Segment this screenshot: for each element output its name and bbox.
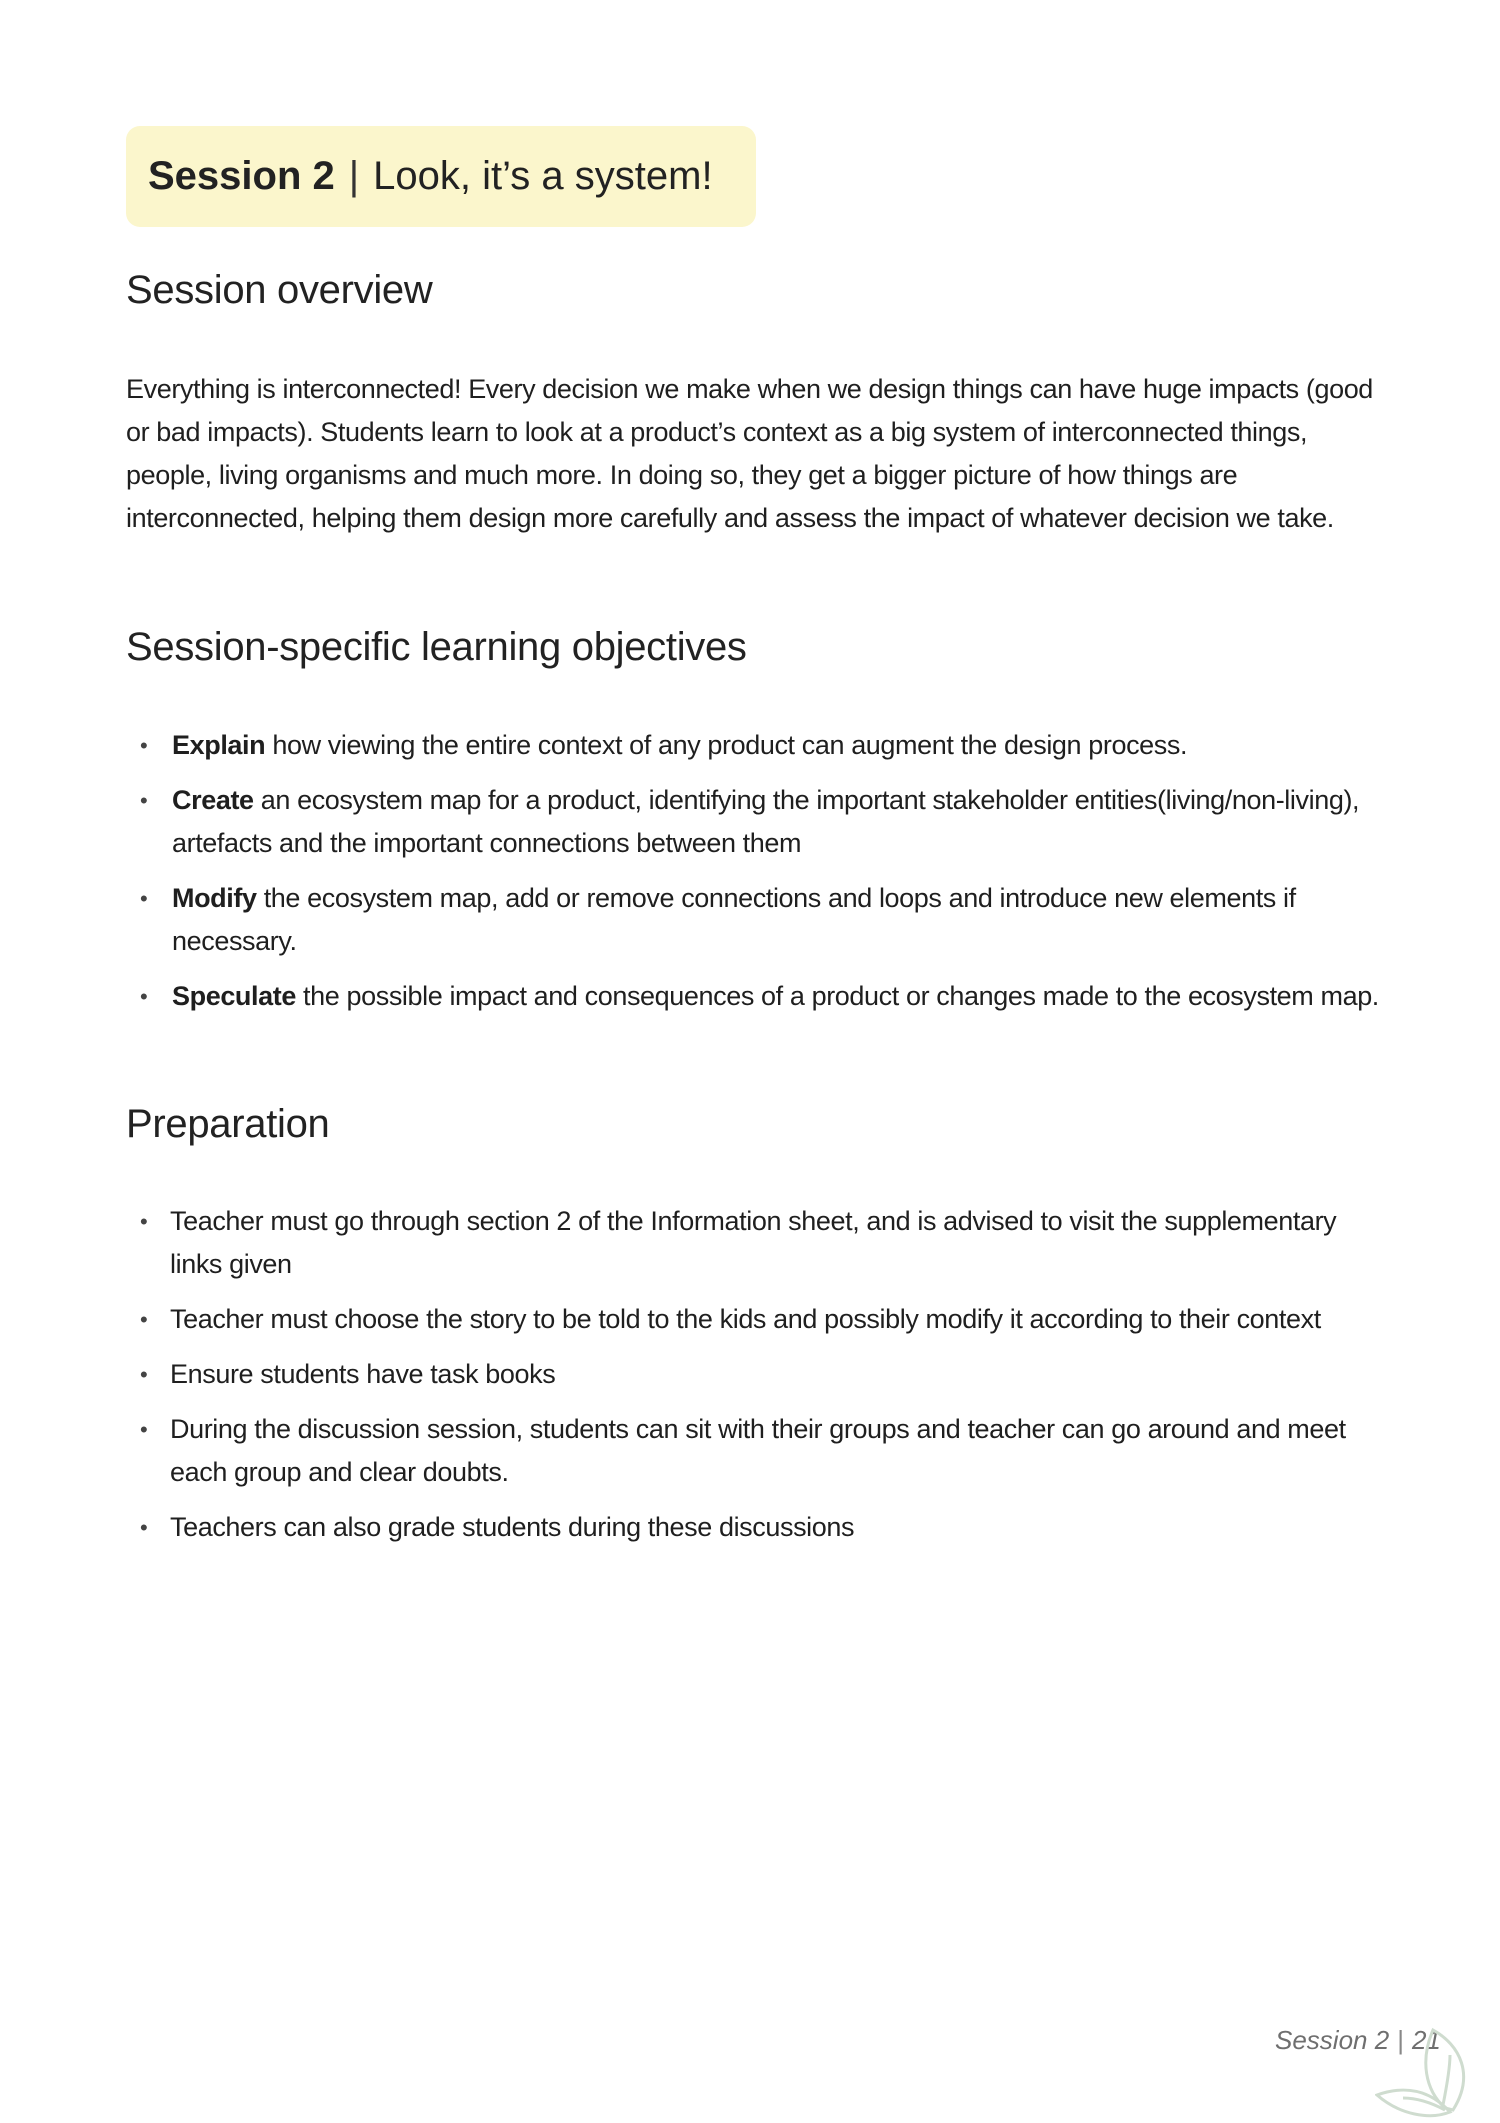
preparation-item xyxy=(140,1353,1380,1396)
preparation-item xyxy=(140,1408,1380,1494)
title-separator: | xyxy=(348,154,360,198)
preparation-item xyxy=(140,1506,1380,1549)
objectives-heading: Session-specific learning objectives xyxy=(126,625,747,669)
footer-section: Session 2 xyxy=(1275,2025,1390,2055)
preparation-item xyxy=(140,1298,1380,1341)
objective-text: the ecosystem map, add or remove connections and loops and introduce new elements if necessary. xyxy=(172,883,1296,956)
session-number: Session 2 xyxy=(148,154,335,198)
objective-text: the possible impact and consequences of a product or changes made to the ecosystem map. xyxy=(295,981,1379,1011)
session-title-box xyxy=(126,126,756,227)
overview-heading: Session overview xyxy=(126,268,433,312)
page-number: 21 xyxy=(1411,2025,1441,2055)
preparation-item xyxy=(140,1200,1380,1286)
objective-item xyxy=(140,779,1380,865)
leaf-upper-vein xyxy=(1443,2055,1450,2105)
overview-text: Everything is interconnected! Every decision we make when we design things can have huge impacts (good or bad impacts). Students learn to look at a product’s context as a big system of interconnected things, people, living organisms and much more. In doing so, they get a bigger picture of how things are interconnected, helping them design more carefully and assess the impact of whatever decision we take. xyxy=(126,374,1373,533)
preparation-text: Teacher must go through section 2 of the Information sheet, and is advised to visit the supplementary links given xyxy=(170,1206,1337,1279)
bullet-icon: • xyxy=(140,1307,148,1332)
session-title: Look, it’s a system! xyxy=(373,154,713,198)
objective-verb: Speculate xyxy=(172,981,296,1011)
preparation-text: Teacher must choose the story to be told to the kids and possibly modify it according to their context xyxy=(170,1304,1321,1334)
objective-item xyxy=(140,975,1380,1018)
objective-text: how viewing the entire context of any product can augment the design process. xyxy=(265,730,1188,760)
objective-text: an ecosystem map for a product, identifying the important stakeholder entities(living/non-living), artefacts and the important connections between them xyxy=(172,785,1360,858)
objective-verb: Create xyxy=(172,785,254,815)
preparation-text: Teachers can also grade students during these discussions xyxy=(170,1512,855,1542)
leaf-icon xyxy=(1375,2020,1485,2120)
preparation-heading: Preparation xyxy=(126,1102,330,1146)
objective-verb: Explain xyxy=(172,730,266,760)
preparation-list xyxy=(140,1200,1380,1561)
objective-item xyxy=(140,877,1380,963)
objective-verb: Modify xyxy=(172,883,257,913)
leaf-lower xyxy=(1377,2090,1450,2116)
bullet-icon: • xyxy=(140,1515,148,1540)
bullet-icon: • xyxy=(140,1362,148,1387)
footer-separator: | xyxy=(1397,2025,1404,2055)
bullet-icon: • xyxy=(140,733,148,758)
bullet-icon: • xyxy=(140,1209,148,1234)
bullet-icon: • xyxy=(140,1417,148,1442)
bullet-icon: • xyxy=(140,886,148,911)
bullet-icon: • xyxy=(140,788,148,813)
objective-item xyxy=(140,724,1380,767)
objectives-list xyxy=(140,724,1380,1030)
bullet-icon: • xyxy=(140,984,148,1009)
preparation-text: Ensure students have task books xyxy=(170,1359,556,1389)
preparation-text: During the discussion session, students can sit with their groups and teacher can go around and meet each group and clear doubts. xyxy=(170,1414,1346,1487)
